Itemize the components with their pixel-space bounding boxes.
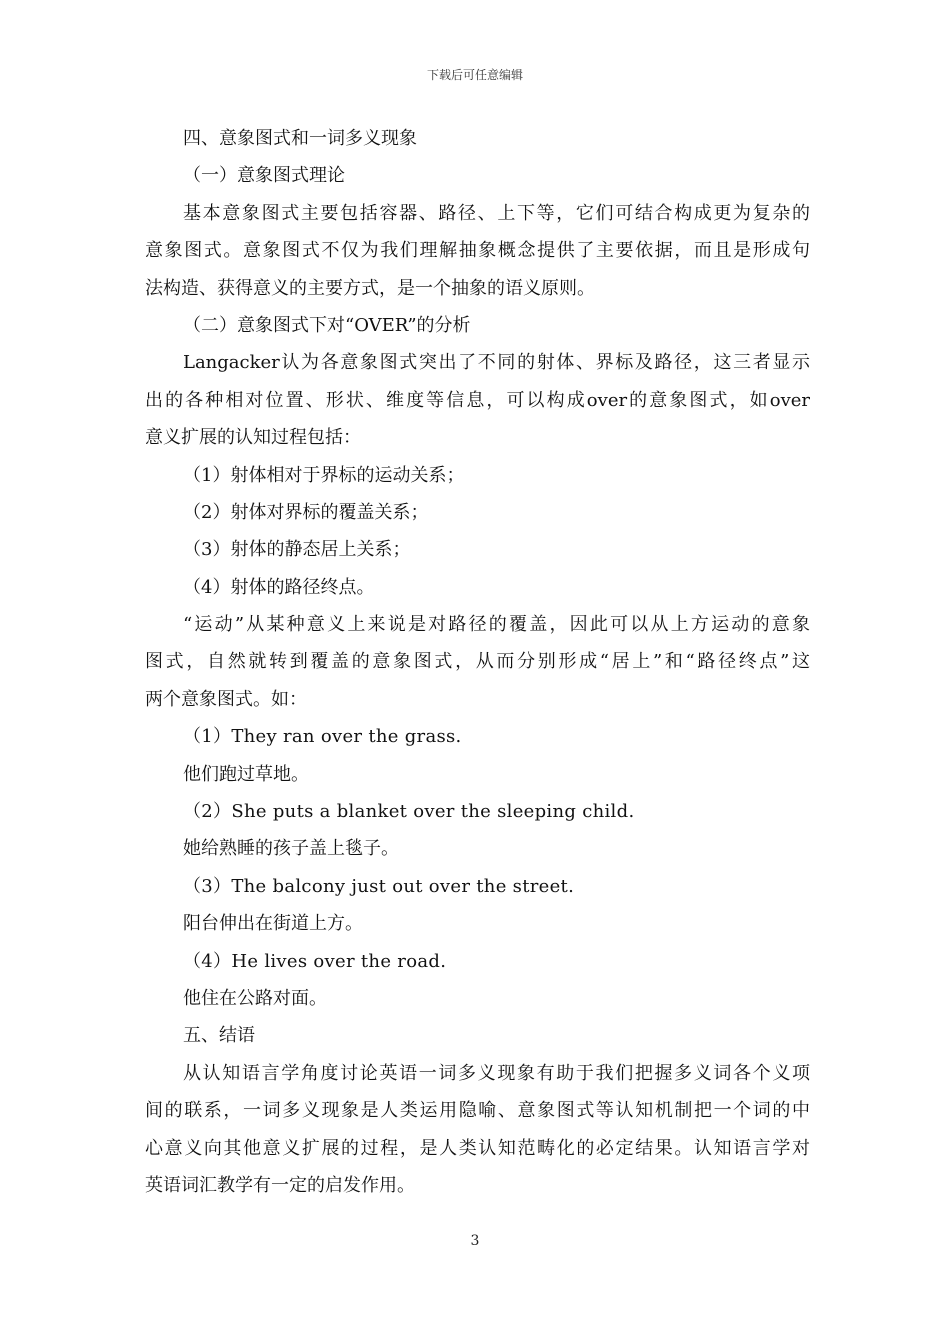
example-chinese: 阳台伸出在街道上方。 <box>183 913 363 935</box>
paragraph-line: 心意义向其他意义扩展的过程，是人类认知范畴化的必定结果。认知语言学对 <box>145 1137 810 1159</box>
page-header: 下载后可任意编辑 <box>426 68 523 82</box>
paragraph-line: 意象图式。意象图式不仅为我们理解抽象概念提供了主要依据，而且是形成句 <box>145 240 810 262</box>
example-chinese: 她给熟睡的孩子盖上毯子。 <box>183 838 399 860</box>
example-chinese: 他住在公路对面。 <box>183 987 327 1009</box>
paragraph-line: 两个意象图式。如： <box>145 688 307 710</box>
numbered-list <box>145 457 810 607</box>
subsection-heading: （二）意象图式下对“OVER”的分析 <box>183 314 471 336</box>
paragraph-line: 图式，自然就转到覆盖的意象图式，从而分别形成“居上”和“路径终点”这 <box>145 651 810 673</box>
paragraph-line: 出的各种相对位置、形状、维度等信息，可以构成over的意象图式，如over <box>145 389 810 411</box>
example-english: （4）He lives over the road. <box>183 950 447 972</box>
section-heading: 五、结语 <box>183 1025 255 1047</box>
paragraph-line: 间的联系，一词多义现象是人类运用隐喻、意象图式等认知机制把一个词的中 <box>145 1100 810 1122</box>
paragraph-line: “运动”从某种意义上来说是对路径的覆盖，因此可以从上方运动的意象 <box>183 614 810 636</box>
list-item: （2）射体对界标的覆盖关系； <box>183 501 429 523</box>
paragraph-line: 英语词汇教学有一定的启发作用。 <box>145 1174 415 1196</box>
list-item: （4）射体的路径终点。 <box>183 576 375 598</box>
paragraph <box>145 1055 810 1205</box>
paragraph-line: Langacker认为各意象图式突出了不同的射体、界标及路径，这三者显示 <box>183 352 810 374</box>
paragraph-line: 法构造、获得意义的主要方式，是一个抽象的语义原则。 <box>145 277 595 299</box>
example-english: （1）They ran over the grass. <box>183 726 462 748</box>
paragraph-line: 基本意象图式主要包括容器、路径、上下等，它们可结合构成更为复杂的 <box>183 202 810 224</box>
list-item: （1）射体相对于界标的运动关系； <box>183 464 465 486</box>
subsection-heading: （一）意象图式理论 <box>183 165 345 187</box>
example-chinese: 他们跑过草地。 <box>183 763 309 785</box>
list-item: （3）射体的静态居上关系； <box>183 539 411 561</box>
paragraph <box>145 344 810 456</box>
section-heading: 四、意象图式和一词多义现象 <box>183 128 417 149</box>
paragraph <box>145 195 810 307</box>
page-number: 3 <box>470 1233 480 1249</box>
example-list <box>145 718 810 1017</box>
paragraph-line: 意义扩展的认知过程包括： <box>145 427 361 449</box>
paragraph-line: 从认知语言学角度讨论英语一词多义现象有助于我们把握多义词各个义项 <box>183 1062 810 1084</box>
document-body <box>145 120 810 1204</box>
example-english: （3）The balcony just out over the street. <box>183 875 575 897</box>
example-english: （2）She puts a blanket over the sleeping child. <box>183 801 635 823</box>
paragraph <box>145 606 810 718</box>
